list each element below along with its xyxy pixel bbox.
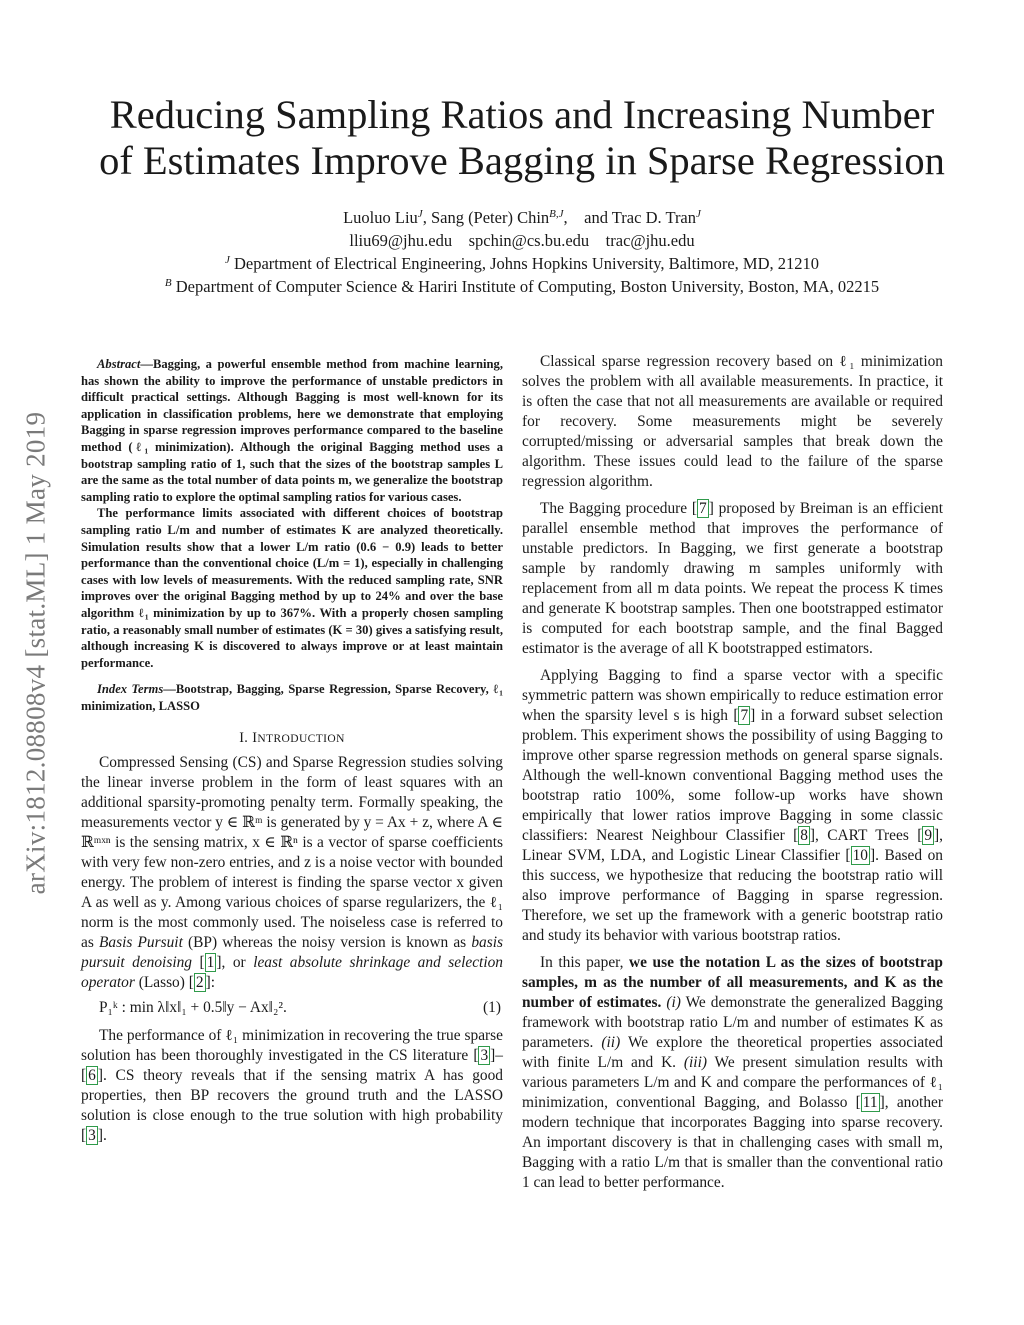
right-text-4c: We explore the theoretical properties associated with finite L/m and K. (522, 1034, 943, 1071)
section-numeral: I. I (239, 730, 258, 747)
bpdn-term: basis pursuit denoising (81, 934, 503, 972)
intro-text-1f: ]: (205, 974, 215, 992)
citation-link-9[interactable]: 9 (924, 827, 933, 844)
affiliation-1-mark: J (224, 254, 230, 266)
citation-link-2[interactable]: 2 (195, 974, 204, 992)
citation-link-8[interactable]: 8 (800, 827, 808, 844)
author-1: Luoluo Liu (343, 208, 418, 227)
intro-text-2c: ]. CS theory reveals that if the sensing matrix A has good properties, then BP recovers the ground truth and the LASSO solution is close enough to the true solution with high probability [ (81, 1067, 503, 1145)
right-text-3a: Applying Bagging to find a sparse vector with a specific symmetric pattern was shown empirically to reduce estimation error when the sparsity level s is high [ (522, 667, 943, 724)
citation-link-11[interactable]: 11 (862, 1094, 878, 1111)
right-text-2a: The Bagging procedure [ (540, 500, 698, 517)
citation-link-3b[interactable]: 3 (88, 1127, 96, 1145)
right-text-3e: ]. Based on this success, we hypothesize that reducing the bootstrap ratio will also improve performance of Bagging in sparse regression. Therefore, we set up the framework with a generic bootstrap ratio and study its behavior with various bootstrap ratios. (522, 847, 944, 944)
right-text-3d: ], Linear SVM, LDA, and Logistic Linear Classifier [ (522, 827, 944, 864)
author-1-mark: J (417, 208, 423, 220)
citation-link-7b[interactable]: 7 (740, 707, 749, 724)
equation-number: (1) (483, 999, 501, 1017)
intro-paragraph-1 (81, 753, 503, 993)
abstract-lead: Abstract (97, 357, 141, 371)
intro-text-1c: [ (192, 954, 205, 972)
right-text-2b: ] proposed by Breiman is an efficient parallel ensemble method that improves the performance of unstable predictors. In Bagging, we first generate a bootstrap sample by randomly drawing m samples uniformly with replacement from all m data points. We repeat the process K times and generate K bootstrap samples. Then one bootstrapped estimator is computed for each bootstrap sample, and the final Bagged estimator is the average of all K bootstrapped estimators. (522, 500, 943, 657)
right-text-3b: ] in a forward subset selection problem. This experiment shows the possibility of using Bagging to improve other sparse regression methods on general sparse signals. Although the well-known conventional Bagging method uses the bootstrap ratio 100%, some follow-up works have shown empirically that lower ratios improve Bagging in some classic classifiers: Nearest Neighbour Classifier [ (522, 707, 943, 844)
right-paragraph-2 (522, 499, 943, 659)
intro-text-1: Compressed Sensing (CS) and Sparse Regression studies solving the linear inverse problem in the form of least squares with an additional sparsity-promoting penalty term. Formally speaking, the measurements vector y ∈ ℝᵐ is generated by y = Ax + z, where A ∈ ℝᵐˣⁿ is the sensing matrix, x ∈ ℝⁿ is a vector of sparse coefficients with very few non-zero entries, and z is a noise vector with bounded energy. The problem of interest is finding the sparse vector x given A as well as y. Among various choices of sparse regularizers, the ℓ₁ norm is the most commonly used. The noiseless case is referred to as (81, 754, 503, 952)
abstract-paragraph-1 (81, 356, 503, 505)
affiliation-1-text: Department of Electrical Engineering, Johns Hopkins University, Baltimore, MD, 21210 (229, 254, 820, 273)
intro-text-2b: ]–[ (81, 1047, 503, 1085)
right-paragraph-1: Classical sparse regression recovery based on ℓ₁ minimization solves the problem with all available measurements. In practice, it is often the case that not all measurements are available or required for recovery. Some measurements might be severely corrupted/missing or adversarial samples that break down the algorithm. These issues could lead to the failure of the sparse regression algorithm. (522, 353, 943, 490)
intro-text-1d: ], or (216, 954, 254, 972)
section-title: NTRODUCTION (257, 733, 345, 746)
index-terms-text: —Bootstrap, Bagging, Sparse Regression, Sparse Recovery, ℓ₁ minimization, LASSO (81, 682, 503, 713)
right-text-4e: ], another modern technique that incorporates Bagging into sparse recovery. An important discovery is that in challenging cases with small m, Bagging with a ratio L/m that is smaller than the conventional ratio 1 can lead to better performance. (522, 1094, 943, 1191)
affiliation-2-mark: B (164, 277, 172, 289)
right-paragraph-4 (522, 953, 943, 1193)
index-terms (81, 681, 503, 714)
intro-paragraph-2 (81, 1026, 503, 1146)
lasso-term: least absolute shrinkage and selection operator (81, 954, 503, 992)
citation-link-7[interactable]: 7 (699, 500, 707, 517)
arxiv-identifier: arXiv:1812.08808v4 [stat.ML] 1 May 2019 (20, 411, 51, 895)
right-column (522, 352, 943, 1193)
affiliation-2 (60, 275, 984, 298)
paper-title (60, 92, 984, 184)
contribution-marker-ii: (ii) (593, 1034, 621, 1051)
author-3: , and Trac D. Tran (563, 208, 697, 227)
arxiv-side-label (16, 346, 56, 960)
contribution-marker-iii: (iii) (676, 1054, 707, 1071)
right-text-4a: In this paper, (540, 954, 630, 971)
abstract (81, 356, 503, 671)
citation-link-1[interactable]: 1 (206, 954, 215, 972)
affiliation-2-text: Department of Computer Science & Hariri Institute of Computing, Boston University, Boston, MA, 02215 (171, 277, 880, 296)
index-terms-lead: Index Terms (97, 682, 164, 697)
citation-link-10[interactable]: 10 (852, 847, 868, 864)
intro-text-1b: (BP) whereas the noisy version is known as (182, 934, 472, 952)
author-3-mark: J (696, 208, 701, 220)
intro-text-2a: The performance of ℓ₁ minimization in recovering the true sparse solution has been thoroughly investigated in the CS literature [ (81, 1027, 503, 1065)
basis-pursuit-term: Basis Pursuit (99, 934, 183, 952)
equation-1 (81, 994, 503, 1024)
section-heading-introduction (81, 728, 503, 749)
author-emails: lliu69@jhu.edu spchin@cs.bu.edu trac@jhu.edu (349, 231, 695, 250)
right-text-3c: ], CART Trees [ (809, 827, 923, 844)
right-text-4d: We present simulation results with various parameters L/m and K and compare the performances of ℓ₁ minimization, conventional Bagging, and Bolasso [ (522, 1054, 943, 1111)
citation-link-3[interactable]: 3 (480, 1047, 489, 1065)
author-2: , Sang (Peter) Chin (422, 208, 550, 227)
author-block (60, 206, 984, 298)
intro-text-2d: ]. (97, 1127, 107, 1145)
author-2-mark: B,J (549, 208, 564, 220)
intro-text-1e: (Lasso) [ (134, 974, 194, 992)
right-text-4b: We demonstrate the generalized Bagging framework with bootstrap ratio L/m and number of estimates K as parameters. (522, 994, 943, 1051)
left-column (81, 356, 503, 1146)
affiliation-1 (60, 252, 984, 275)
abstract-text-1: —Bagging, a powerful ensemble method from machine learning, has shown the ability to improve the performance of unstable predictors in difficult practical settings. Although Bagging is most well-known for its application in classification problems, here we demonstrate that employing Bagging in sparse regression improves performance compared to the baseline method (ℓ₁ minimization). Although the original Bagging method uses a bootstrap sampling ratio of 1, such that the sizes of the bootstrap samples L are the same as the total number of data points m, we generalize the bootstrap sampling ratio to explore the optimal sampling ratios for various cases. (81, 357, 503, 504)
author-names (60, 206, 984, 229)
citation-link-6[interactable]: 6 (88, 1067, 96, 1085)
contribution-marker-i: (i) (661, 994, 681, 1011)
right-paragraph-3 (522, 666, 943, 946)
notation-statement: we use the notation L as the sizes of bootstrap samples, m as the number of all measurements, and K as the number of estimates. (522, 954, 943, 1011)
title-line-2: of Estimates Improve Bagging in Sparse Regression (99, 138, 945, 183)
abstract-paragraph-2: The performance limits associated with different choices of bootstrap sampling ratio L/m and number of estimates K are analyzed theoretically. Simulation results show that a lower L/m ratio (0.6 − 0.9) leads to better performance than the conventional choice (L/m = 1), especially in challenging cases with low levels of measurements. With the reduced sampling rate, SNR improves over the original Bagging method by up to 24% and over the base algorithm ℓ₁ minimization by up to 367%. With a properly chosen sampling ratio, a reasonably small number of estimates (K = 30) gives a satisfying result, although increasing K is discovered to always improve or at least maintain performance. (81, 506, 503, 670)
equation-body: P₁ᵏ : min λ‖x‖₁ + 0.5‖y − Ax‖₂². (99, 999, 287, 1017)
title-line-1: Reducing Sampling Ratios and Increasing Number (109, 92, 935, 137)
